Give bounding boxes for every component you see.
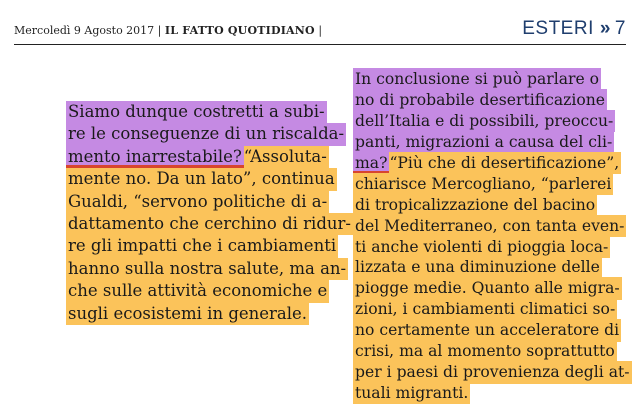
text-line (66, 146, 353, 168)
highlighted-question: mento inarrestabile? (66, 146, 244, 168)
page-number: 7 (614, 18, 626, 39)
highlighted-answer: del Mediterraneo, con tanta even- (353, 215, 626, 237)
text-line (66, 191, 353, 213)
text-line (66, 101, 353, 123)
highlighted-answer: di tropicalizzazione del bacino (353, 194, 597, 216)
text-line (66, 303, 353, 325)
publication-name: IL FATTO QUOTIDIANO (164, 24, 315, 37)
text-line (353, 68, 632, 89)
highlighted-answer: lizzata e una diminuzione delle (353, 256, 602, 278)
highlighted-question: re le conseguenze di un riscalda- (66, 123, 346, 145)
highlighted-answer: ti anche violenti di pioggia loca- (353, 236, 610, 258)
highlighted-question: ma? (353, 152, 389, 174)
highlighted-question: no di probabile desertificazione (353, 89, 607, 111)
text-line (66, 123, 353, 145)
highlighted-question: In conclusione si può parlare o (353, 68, 601, 90)
text-line (66, 168, 353, 190)
highlighted-answer: hanno sulla nostra salute, ma an- (66, 258, 348, 280)
chevron-right-icon: » (599, 18, 611, 39)
highlighted-answer: “Più che di desertificazione”, (389, 152, 621, 174)
text-line (353, 277, 632, 298)
text-line (353, 236, 632, 257)
text-line (66, 235, 353, 257)
highlighted-answer: crisi, ma al momento soprattutto (353, 340, 617, 362)
page-header (14, 18, 626, 45)
highlighted-answer: zioni, i cambiamenti climatici so- (353, 298, 617, 320)
text-line (353, 173, 632, 194)
highlighted-answer: “Assoluta- (244, 146, 329, 168)
highlighted-answer: sugli ecosistemi in generale. (66, 303, 309, 325)
text-line (353, 319, 632, 340)
header-trail: | (314, 24, 323, 37)
text-line (353, 215, 632, 236)
highlighted-question: Siamo dunque costretti a subi- (66, 101, 327, 123)
text-line (66, 213, 353, 235)
highlighted-answer: Gualdi, “servono politiche di a- (66, 191, 329, 213)
highlighted-question: panti, migrazioni a causa del cli- (353, 131, 614, 153)
header-meta (14, 24, 322, 37)
highlighted-answer: piogge medie. Quanto alle migra- (353, 277, 622, 299)
text-line (353, 131, 632, 152)
text-line (353, 89, 632, 110)
section-name: ESTERI (522, 18, 594, 39)
right-column (353, 68, 632, 403)
left-column (66, 101, 353, 325)
text-line (353, 298, 632, 319)
text-line (66, 280, 353, 302)
highlighted-answer: che sulle attività economiche e (66, 280, 329, 302)
highlighted-question: dell’Italia e di possibili, preoccu- (353, 110, 615, 132)
text-line (353, 194, 632, 215)
section-label (522, 18, 626, 40)
highlighted-answer: chiarisce Mercogliano, “parlerei (353, 173, 613, 195)
highlighted-answer: no certamente un acceleratore di (353, 319, 621, 341)
header-date: Mercoledì 9 Agosto 2017 (14, 24, 155, 37)
text-line (353, 256, 632, 277)
highlighted-answer: re gli impatti che i cambiamenti (66, 235, 338, 257)
header-separator: | (154, 24, 165, 37)
highlighted-answer: per i paesi di provenienza degli at- (353, 361, 632, 383)
text-line (353, 110, 632, 131)
text-line (353, 340, 632, 361)
text-line (66, 258, 353, 280)
highlighted-answer: dattamento che cerchino di ridur- (66, 213, 353, 235)
highlighted-answer: mente no. Da un lato”, continua (66, 168, 337, 190)
highlighted-answer: tuali migranti. (353, 382, 470, 404)
text-line (353, 361, 632, 382)
text-line (353, 152, 632, 173)
